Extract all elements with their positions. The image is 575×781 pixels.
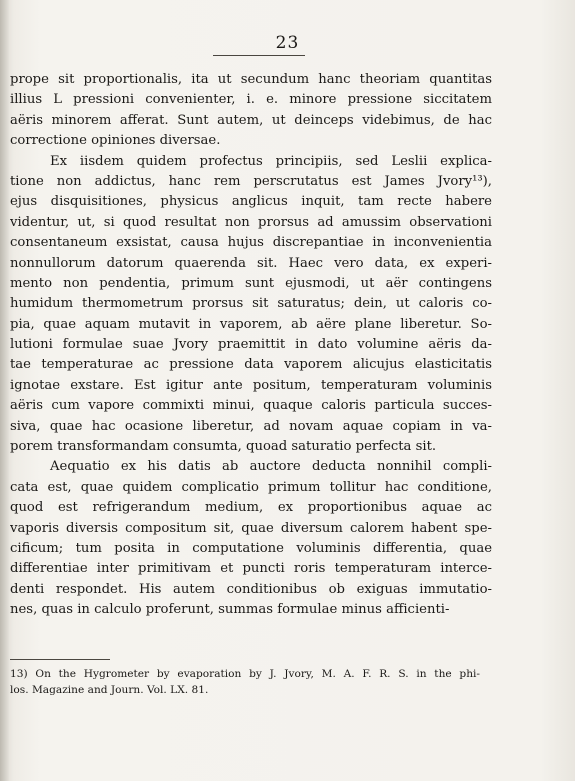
text-line: differentiae inter primitivam et puncti roris temperaturam interce- [10, 561, 492, 577]
body-text [10, 70, 492, 621]
text-line: humidum thermometrum prorsus sit saturatus; dein, ut caloris co- [10, 296, 492, 312]
footnote-rule [10, 659, 110, 660]
text-line: prope sit proportionalis, ita ut secundum hanc theoriam quantitas [10, 72, 492, 87]
text-line: denti respondet. His autem conditionibus ob exiguas immutatio- [10, 581, 492, 597]
text-line: Ex iisdem quidem profectus principiis, sed Leslii explica- [50, 153, 492, 169]
paragraph [10, 70, 492, 152]
binding-gutter [0, 0, 9, 781]
text-line: cata est, quae quidem complicatio primum tollitur hac conditione, [10, 479, 492, 495]
footnote-line: 13) On the Hygrometer by evaporation by J. Jvory, M. A. F. R. S. in the phi- [10, 668, 480, 680]
text-line: lutioni formulae suae Jvory praemittit in dato volumine aëris da- [10, 337, 492, 353]
footnote-line: los. Magazine and Journ. Vol. LX. 81. [10, 684, 209, 696]
text-line: nonnullorum datorum quaerenda sit. Haec vero data, ex experi- [10, 255, 492, 271]
paragraph [10, 152, 492, 458]
text-line: aëris minorem afferat. Sunt autem, ut deinceps videbimus, de hac [10, 112, 492, 128]
text-line: vaporis diversis compositum sit, quae diversum calorem habent spe- [10, 520, 492, 536]
page-number: 23 [275, 33, 300, 53]
text-line: nes, quas in calculo proferunt, summas formulae minus afficienti- [10, 602, 450, 618]
text-line: tione non addictus, hanc rem perscrutatus est James Jvory¹³), [10, 173, 492, 189]
text-line: videntur, ut, si quod resultat non prorsus ad amussim observationi [10, 214, 492, 230]
text-line: porem transformandam consumta, quoad saturatio perfecta sit. [10, 439, 437, 455]
text-line: siva, quae hac ocasione liberetur, ad novam aquae copiam in va- [10, 418, 492, 434]
footnotes [10, 666, 480, 698]
text-line: correctione opiniones diversae. [10, 133, 221, 149]
text-line: cificum; tum posita in computatione voluminis differentia, quae [10, 540, 492, 556]
text-line: mento non pendentia, primum sunt ejusmodi, ut aër contingens [10, 275, 492, 291]
text-line: pia, quae aquam mutavit in vaporem, ab aëre plane liberetur. So- [10, 316, 492, 332]
text-line: consentaneum exsistat, causa hujus discrepantiae in inconvenientia [10, 235, 492, 251]
text-line: illius L pressioni convenienter, i. e. minore pressione siccitatem [10, 92, 492, 108]
text-line: tae temperaturae ac pressione data vaporem alicujus elasticitatis [10, 357, 492, 373]
text-line: ignotae exstare. Est igitur ante positum, temperaturam voluminis [10, 377, 492, 393]
header-rule [213, 55, 305, 56]
text-line: quod est refrigerandum medium, ex proportionibus aquae ac [10, 500, 492, 516]
text-line: aëris cum vapore commixti minui, quaque caloris particula succes- [10, 398, 492, 414]
paragraph [10, 457, 492, 620]
text-line: ejus disquisitiones, physicus anglicus inquit, tam recte habere [10, 194, 492, 210]
text-line: Aequatio ex his datis ab auctore deducta nonnihil compli- [50, 459, 492, 475]
